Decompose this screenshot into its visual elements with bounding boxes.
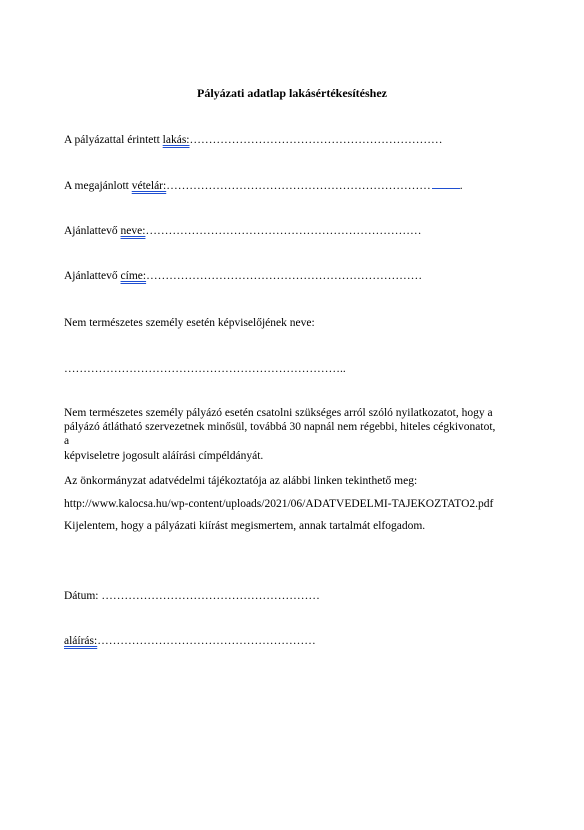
field-vetelar-dots[interactable]: …………………………………………………………… bbox=[166, 180, 431, 192]
field-cim-dots[interactable]: ……………………………………………………………… bbox=[146, 270, 423, 282]
representative-label: Nem természetes személy esetén képviselőjének neve: bbox=[64, 317, 315, 329]
privacy-link[interactable]: http://www.kalocsa.hu/wp-content/uploads/2021/06/ADATVEDELMI-TAJEKOZTATO2.pdf bbox=[64, 498, 494, 510]
field-vetelar bbox=[64, 178, 463, 193]
field-cim-label: címe: bbox=[120, 270, 147, 282]
signature-label: aláírás: bbox=[64, 635, 98, 647]
privacy-text: Az önkormányzat adatvédelmi tájékoztatója az alábbi linken tekinthető meg: bbox=[64, 475, 418, 487]
field-nev bbox=[64, 224, 421, 238]
field-nev-label: neve: bbox=[120, 225, 146, 237]
representative-dots[interactable]: ……………………………………………………………….. bbox=[64, 363, 346, 375]
field-vetelar-prefix: A megajánlott bbox=[64, 180, 132, 192]
paragraph-line-4: képviseletre jogosult aláírási címpéldányát. bbox=[64, 450, 264, 462]
field-vetelar-label: vételár: bbox=[131, 180, 167, 192]
paragraph-line-1: Nem természetes személy pályázó esetén csatolni szükséges arról szóló nyilatkozatot, hogy a bbox=[64, 407, 493, 419]
document-title: Pályázati adatlap lakásértékesítéshez bbox=[197, 86, 387, 100]
field-lakas-label: lakás: bbox=[162, 134, 190, 146]
signature-dots[interactable]: ………………………………………………… bbox=[97, 635, 316, 647]
field-vetelar-end: . bbox=[459, 180, 463, 192]
paragraph-line-3: a bbox=[64, 435, 70, 447]
date-dots[interactable]: ………………………………………………… bbox=[101, 590, 320, 602]
field-cim-prefix: Ajánlattevő bbox=[64, 270, 121, 282]
field-vetelar-underline bbox=[432, 178, 460, 189]
date-label: Dátum: bbox=[64, 590, 102, 602]
declaration-text: Kijelentem, hogy a pályázati kiírást megismertem, annak tartalmát elfogadom. bbox=[64, 520, 426, 532]
paragraph-line-2: pályázó átlátható szervezetnek minősül, továbbá 30 napnál nem régebbi, hiteles cégkivonatot, bbox=[64, 421, 496, 433]
field-lakas bbox=[64, 133, 443, 147]
field-nev-prefix: Ajánlattevő bbox=[64, 225, 121, 237]
field-lakas-dots[interactable]: ………………………………………………………… bbox=[189, 134, 443, 146]
date-field bbox=[64, 589, 320, 603]
field-lakas-prefix: A pályázattal érintett bbox=[64, 134, 163, 146]
signature-field bbox=[64, 634, 316, 648]
field-cim bbox=[64, 269, 422, 283]
field-nev-dots[interactable]: ……………………………………………………………… bbox=[145, 225, 422, 237]
